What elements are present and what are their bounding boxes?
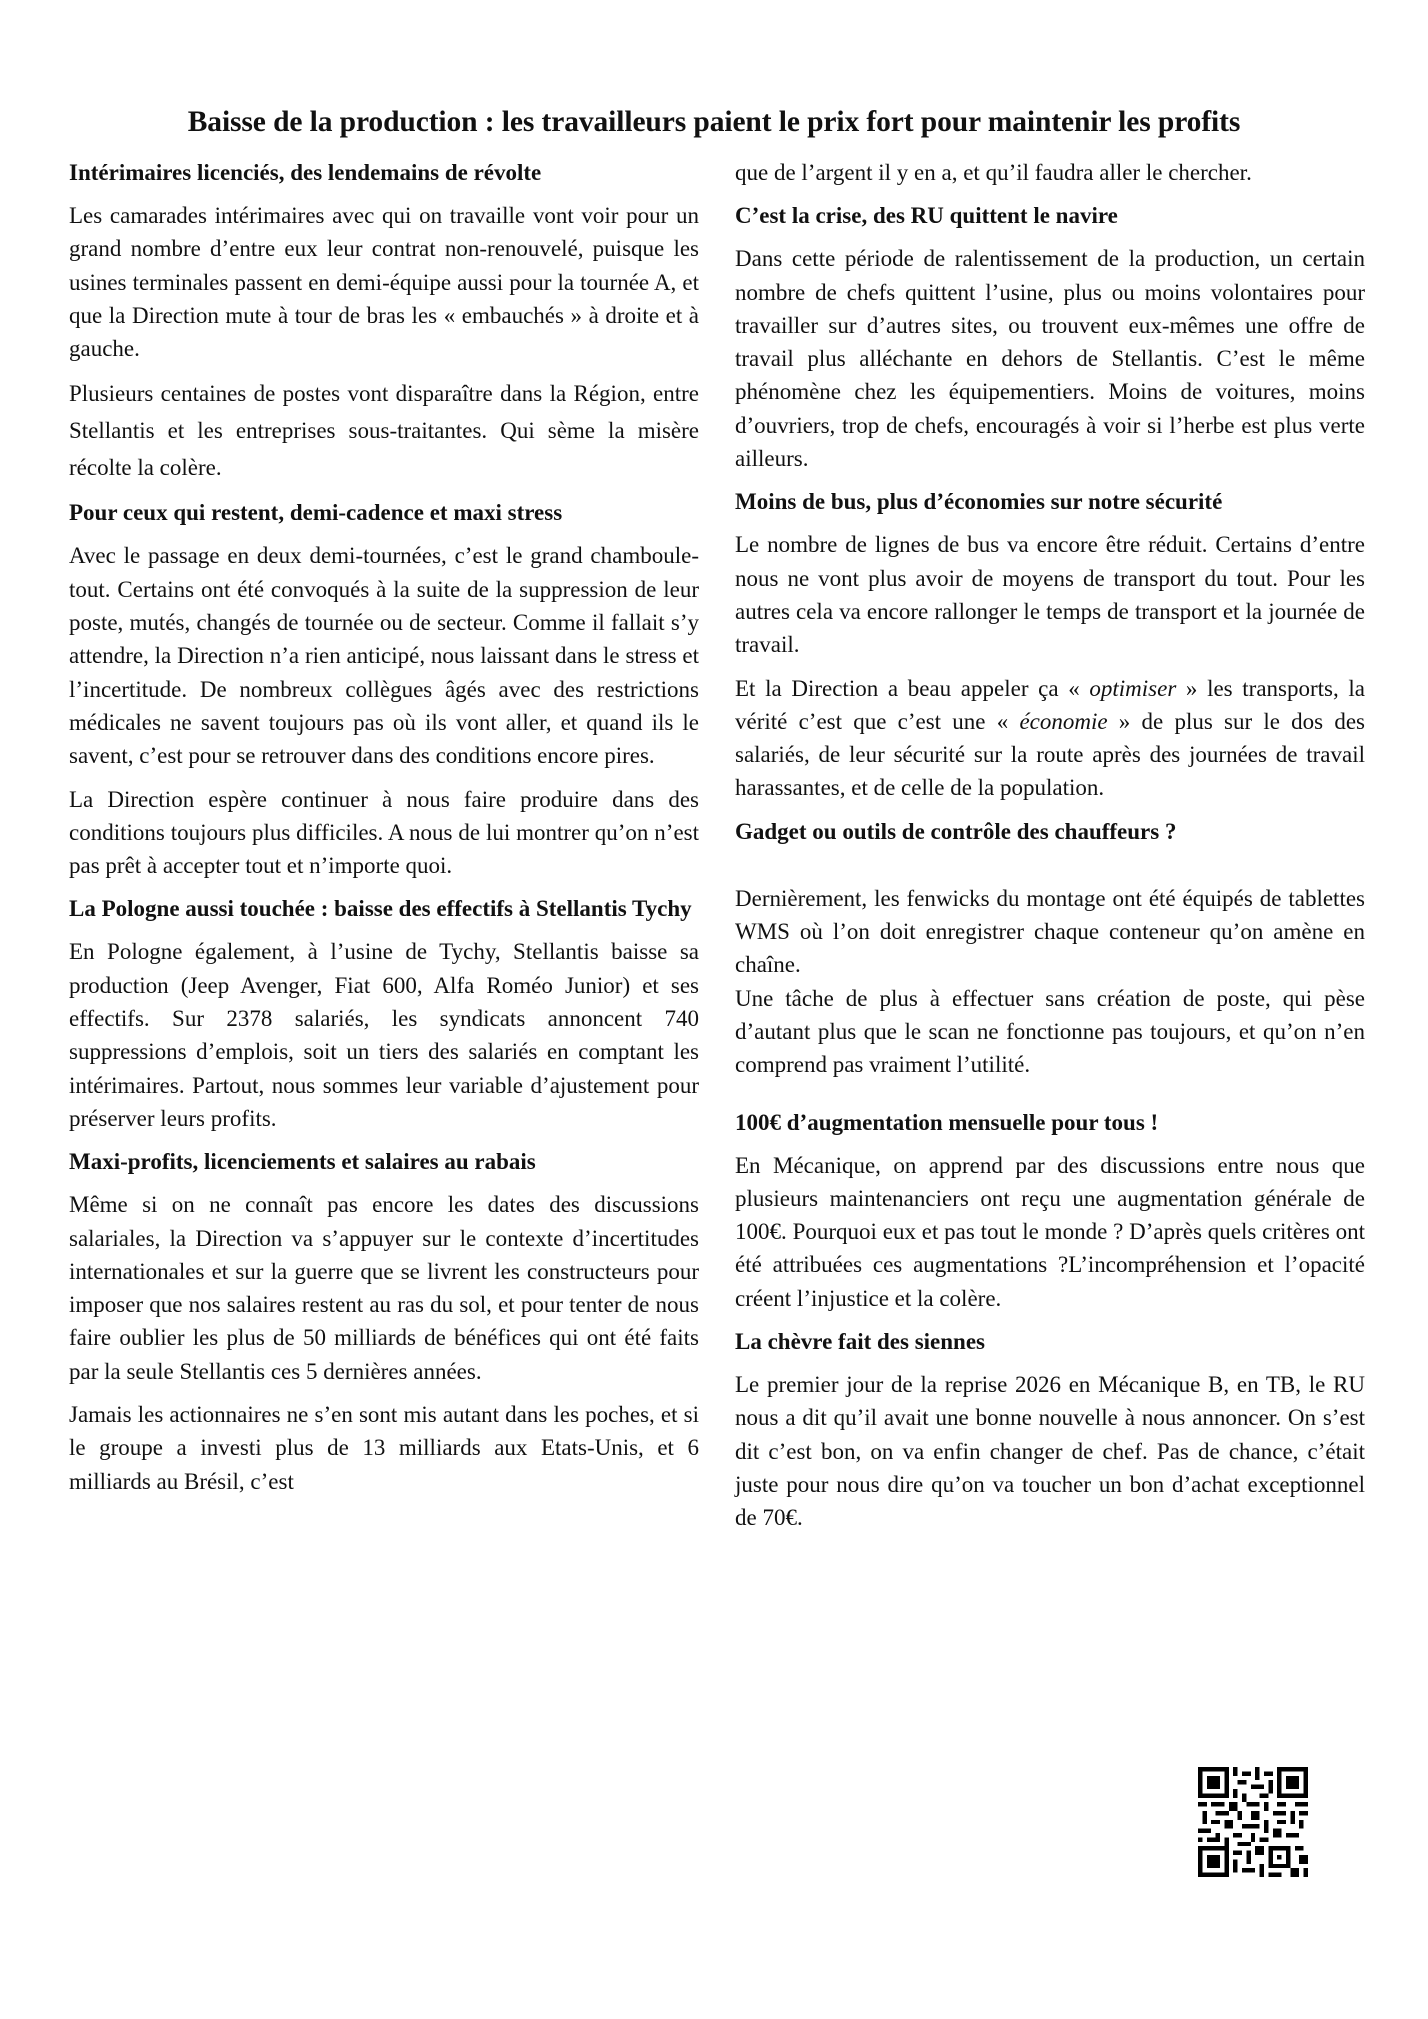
emphasis-text: optimiser — [1089, 675, 1177, 701]
section-heading: La chèvre fait des siennes — [735, 1329, 986, 1355]
left-column — [69, 156, 699, 1508]
page-title: Baisse de la production : les travailleurs paient le prix fort pour maintenir les profits — [187, 106, 1241, 138]
paragraph: La Direction espère continuer à nous faire produire dans des conditions toujours plus difficiles. A nous de lui montrer qu’on n’est pas prêt à accepter tout et n’importe quoi. — [69, 786, 699, 879]
section-heading: Moins de bus, plus d’économies sur notre sécurité — [735, 489, 1223, 515]
paragraph: Dernièrement, les fenwicks du montage ont été équipés de tablettes WMS où l’on doit enregistrer chaque conteneur qu’on amène en chaîne. — [735, 885, 1365, 978]
paragraph: En Pologne également, à l’usine de Tychy, Stellantis baisse sa production (Jeep Avenger, Fiat 600, Alfa Roméo Junior) et ses effectifs. Sur 2378 salariés, les syndicats annoncent 740 suppressions d’emplois, soit un tiers des salariés en comptant les intérimaires. Partout, nous sommes leur variable d’ajustement pour préserver leurs profits. — [69, 939, 699, 1131]
emphasis-text: économie — [1019, 708, 1108, 734]
section-heading: Pour ceux qui restent, demi-cadence et maxi stress — [69, 500, 563, 526]
paragraph: Dans cette période de ralentissement de la production, un certain nombre de chefs quittent l’usine, plus ou moins volontaires pour travailler sur d’autres sites, ou trouvent eux-mêmes une offre de travail plus alléchante en dehors de Stellantis. C’est le même phénomène chez les équipementiers. Moins de voitures, moins d’ouvriers, trop de chefs, encouragés à voir si l’herbe est plus verte ailleurs. — [735, 246, 1365, 472]
section-heading: C’est la crise, des RU quittent le navire — [735, 203, 1118, 229]
paragraph: Jamais les actionnaires ne s’en sont mis autant dans les poches, et si le groupe a investi plus de 13 milliards aux Etats-Unis, et 6 milliards au Brésil, c’est — [69, 1402, 699, 1494]
section-heading: 100€ d’augmentation mensuelle pour tous ! — [735, 1109, 1159, 1135]
paragraph: Avec le passage en deux demi-tournées, c’est le grand chamboule-tout. Certains ont été convoqués à la suite de la suppression de leur poste, mutés, changés de tournée ou de secteur. Comme il fallait s’y attendre, la Direction n’a rien anticipé, nous laissant dans le stress et l’incertitude. De nombreux collègues âgés avec des restrictions médicales ne savent toujours pas où ils vont aller, et quand ils le savent, c’est pour se retrouver dans des conditions encore pires. — [69, 543, 699, 769]
paragraph: Même si on ne connaît pas encore les dates des discussions salariales, la Direction va s’appuyer sur le contexte d’incertitudes internationales et sur la guerre que se livrent les constructeurs pour imposer que nos salaires restent au ras du sol, et pour tenter de nous faire oublier les plus de 50 milliards de bénéfices qui ont été faits par la seule Stellantis ces 5 dernières années. — [69, 1192, 699, 1384]
section-heading: Intérimaires licenciés, des lendemains de révolte — [69, 160, 542, 185]
section-heading: Gadget ou outils de contrôle des chauffeurs ? — [735, 818, 1177, 844]
paragraph: Une tâche de plus à effectuer sans création de poste, qui pèse d’autant plus que le scan ne fonctionne pas toujours, et qu’on n’en comprend pas vraiment l’utilité. — [735, 985, 1365, 1078]
paragraph — [735, 672, 1365, 805]
paragraph: Les camarades intérimaires avec qui on travaille vont voir pour un grand nombre d’entre eux leur contrat non-renouvelé, puisque les usines terminales passent en demi-équipe aussi pour la tournée A, et que la Direction mute à tour de bras les « embauchés » à droite et à gauche. — [69, 203, 699, 362]
text-fragment: Et la Direction a beau appeler ça « — [735, 675, 1090, 701]
text-fragment: » les transports, la vérité c’est que c’est une « — [735, 675, 1365, 734]
paragraph-continuation: que de l’argent il y en a, et qu’il faudra aller le chercher. — [735, 160, 1252, 185]
spacer — [735, 858, 1365, 882]
paragraph: Le premier jour de la reprise 2026 en Mécanique B, en TB, le RU nous a dit qu’il avait une bonne nouvelle à nous annoncer. On s’est dit c’est bon, on va enfin changer de chef. Pas de chance, c’était juste pour nous dire qu’on va toucher un bon d’achat exceptionnel de 70€. — [735, 1372, 1365, 1531]
section-heading: La Pologne aussi touchée : baisse des effectifs à Stellantis Tychy — [69, 896, 692, 922]
spacer — [735, 1092, 1365, 1106]
paragraph: Le nombre de lignes de bus va encore être réduit. Certains d’entre nous ne vont plus avoir de moyens de transport du tout. Pour les autres cela va encore rallonger le temps de transport et la journée de travail. — [735, 532, 1365, 658]
text-fragment: » de plus sur le dos des salariés, de leur sécurité sur la route après des journées de travail harassantes, et de celle de la population. — [735, 708, 1365, 801]
paragraph: Plusieurs centaines de postes vont disparaître dans la Région, entre Stellantis et les entreprises sous-traitantes. Qui sème la misère récolte la colère. — [69, 381, 699, 481]
paragraph: En Mécanique, on apprend par des discussions entre nous que plusieurs maintenanciers ont reçu une augmentation générale de 100€. Pourquoi eux et pas tout le monde ? D’après quels critères ont été attribuées ces augmentations ?L’incompréhension et l’opacité créent l’injustice et la colère. — [735, 1152, 1365, 1311]
right-column — [735, 156, 1365, 1545]
qr-code-icon — [1198, 1767, 1308, 1877]
section-heading: Maxi-profits, licenciements et salaires au rabais — [69, 1149, 536, 1175]
